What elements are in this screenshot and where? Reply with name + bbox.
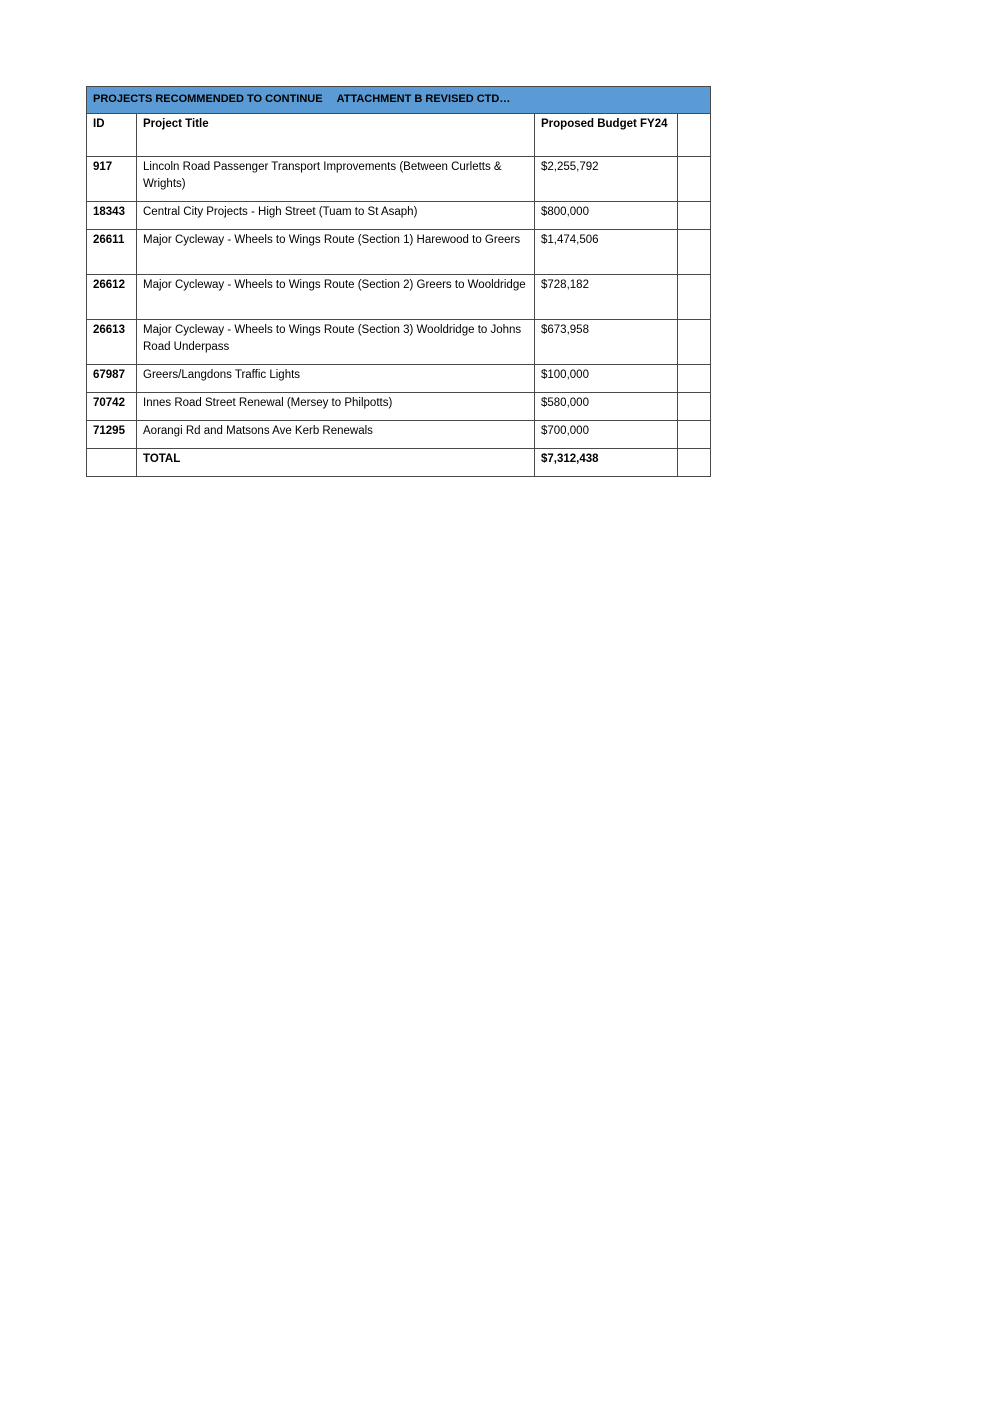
row-project-title: Major Cycleway - Wheels to Wings Route (Section 1) Harewood to Greers: [137, 230, 535, 275]
row-project-title: Central City Projects - High Street (Tuam to St Asaph): [137, 202, 535, 230]
row-id: 67987: [87, 365, 137, 393]
row-project-title: Greers/Langdons Traffic Lights: [137, 365, 535, 393]
table-row: [87, 230, 711, 275]
row-extra: [678, 365, 711, 393]
row-id: 26611: [87, 230, 137, 275]
total-extra-empty: [678, 449, 711, 477]
header-proposed-budget: Proposed Budget FY24: [535, 114, 678, 157]
row-extra: [678, 320, 711, 365]
header-id: ID: [87, 114, 137, 157]
header-project-title: Project Title: [137, 114, 535, 157]
row-project-title: Lincoln Road Passenger Transport Improvements (Between Curletts & Wrights): [137, 157, 535, 202]
table-row: [87, 320, 711, 365]
table-row: [87, 421, 711, 449]
row-id: 18343: [87, 202, 137, 230]
projects-table: [86, 86, 711, 477]
row-budget: $1,474,506: [535, 230, 678, 275]
row-project-title: Aorangi Rd and Matsons Ave Kerb Renewals: [137, 421, 535, 449]
table-header-row: [87, 114, 711, 157]
total-budget: $7,312,438: [535, 449, 678, 477]
table-row: [87, 365, 711, 393]
row-extra: [678, 230, 711, 275]
row-budget: $800,000: [535, 202, 678, 230]
row-extra: [678, 157, 711, 202]
table-total-row: [87, 449, 711, 477]
row-id: 26613: [87, 320, 137, 365]
table-title-row: [87, 87, 711, 114]
row-id: 70742: [87, 393, 137, 421]
row-budget: $728,182: [535, 275, 678, 320]
table-row: [87, 393, 711, 421]
table-row: [87, 202, 711, 230]
table-row: [87, 275, 711, 320]
row-project-title: Major Cycleway - Wheels to Wings Route (Section 3) Wooldridge to Johns Road Underpass: [137, 320, 535, 365]
row-extra: [678, 275, 711, 320]
table-title-right: ATTACHMENT B REVISED CTD…: [336, 92, 511, 105]
total-id-empty: [87, 449, 137, 477]
table-title: [87, 87, 711, 114]
row-extra: [678, 393, 711, 421]
row-budget: $580,000: [535, 393, 678, 421]
row-budget: $2,255,792: [535, 157, 678, 202]
total-label: TOTAL: [137, 449, 535, 477]
header-extra: [678, 114, 711, 157]
row-extra: [678, 421, 711, 449]
row-id: 71295: [87, 421, 137, 449]
row-budget: $700,000: [535, 421, 678, 449]
row-project-title: Innes Road Street Renewal (Mersey to Philpotts): [137, 393, 535, 421]
table-row: [87, 157, 711, 202]
row-extra: [678, 202, 711, 230]
row-project-title: Major Cycleway - Wheels to Wings Route (Section 2) Greers to Wooldridge: [137, 275, 535, 320]
row-budget: $100,000: [535, 365, 678, 393]
table-title-left: PROJECTS RECOMMENDED TO CONTINUE: [93, 92, 323, 105]
row-id: 917: [87, 157, 137, 202]
row-id: 26612: [87, 275, 137, 320]
row-budget: $673,958: [535, 320, 678, 365]
